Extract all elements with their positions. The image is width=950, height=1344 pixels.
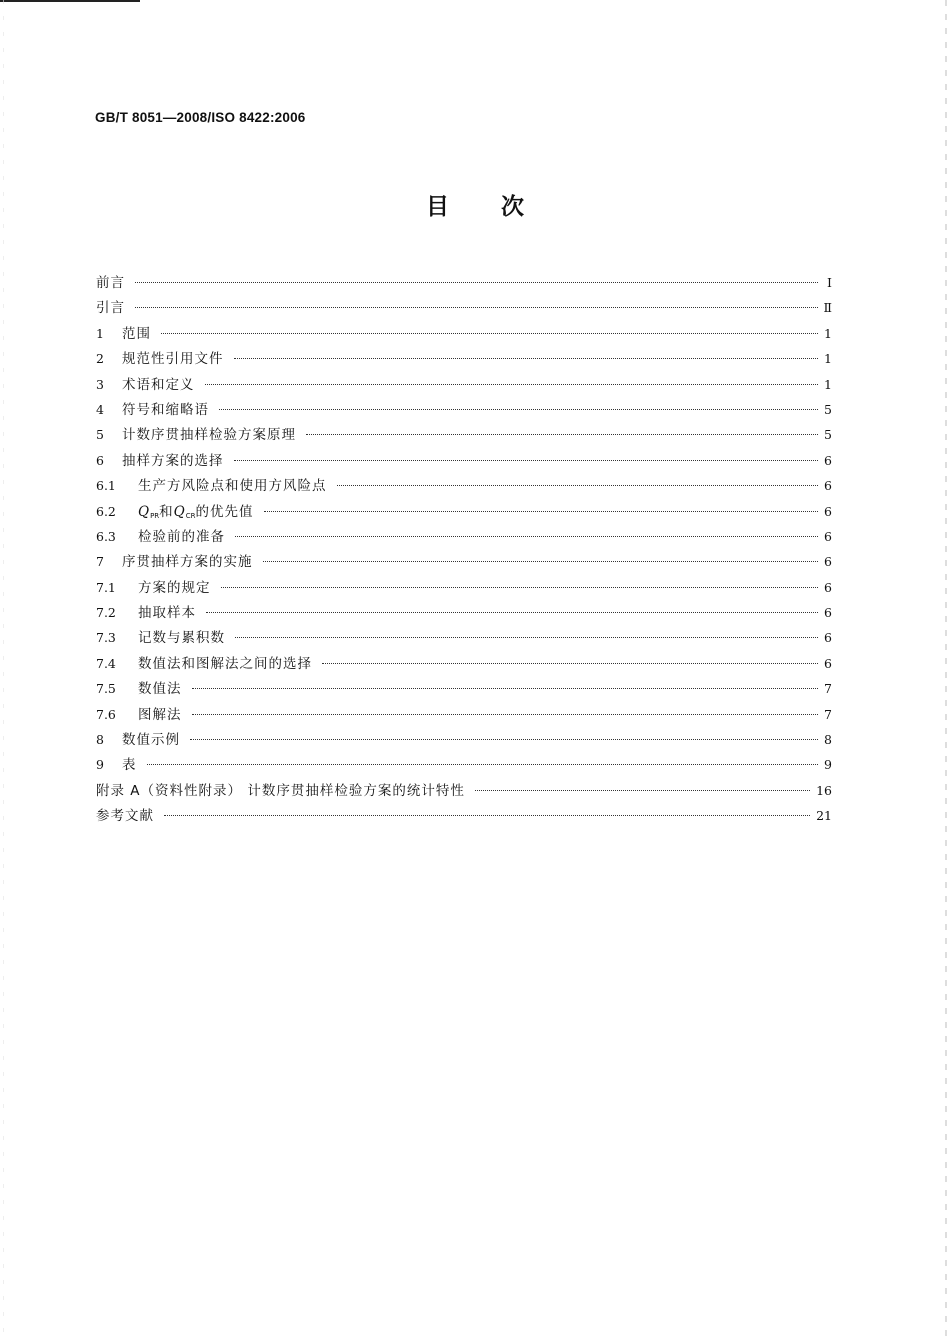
toc-number: 7.1 <box>96 579 116 595</box>
title-char-2: 次 <box>501 194 524 220</box>
toc-number: 6.3 <box>96 528 116 544</box>
toc-number: 6.1 <box>96 478 116 494</box>
toc-entry-6-3[interactable] <box>96 524 832 549</box>
toc-number: 1 <box>96 325 104 341</box>
toc-entry-5[interactable] <box>96 422 832 447</box>
toc-leader-dots <box>234 358 819 359</box>
toc-page-number: 5 <box>824 401 832 417</box>
toc-title: 抽取样本 <box>138 605 196 622</box>
toc-page-number: 1 <box>824 376 832 392</box>
toc-leader-dots <box>235 637 818 638</box>
toc-entry-annex-a[interactable] <box>96 778 832 803</box>
toc-entry-7-3[interactable] <box>96 625 832 650</box>
toc-page-number: 6 <box>824 579 832 595</box>
toc-leader-dots <box>205 384 819 385</box>
toc-title: 表 <box>122 757 137 774</box>
toc-title: 方案的规定 <box>138 579 211 596</box>
subscript-pr: PR <box>150 511 160 520</box>
toc-entry-2[interactable] <box>96 346 832 371</box>
toc-entry-7-1[interactable] <box>96 575 832 600</box>
toc-entry-8[interactable] <box>96 727 832 752</box>
toc-title: 附录 A（资料性附录） 计数序贯抽样检验方案的统计特性 <box>96 782 465 799</box>
title-char-1: 目 <box>426 194 449 220</box>
toc-leader-dots <box>337 485 819 486</box>
toc-entry-3[interactable] <box>96 372 832 397</box>
toc-leader-dots <box>192 688 819 689</box>
toc-leader-dots <box>206 612 818 613</box>
toc-title: 范围 <box>122 325 151 342</box>
scan-artifact-mark <box>0 0 140 2</box>
toc-page-number: 7 <box>824 681 832 697</box>
toc-page-number: 5 <box>824 427 832 443</box>
toc-entry-6-1[interactable] <box>96 473 832 498</box>
toc-number: 6 <box>96 452 104 468</box>
toc-page-number: 7 <box>824 706 832 722</box>
toc-title: 数值法和图解法之间的选择 <box>138 655 312 672</box>
toc-leader-dots <box>147 764 819 765</box>
toc-title: 图解法 <box>138 706 182 723</box>
toc-entry-7-2[interactable] <box>96 600 832 625</box>
toc-leader-dots <box>234 460 819 461</box>
toc-title: 记数与累积数 <box>138 630 225 647</box>
toc-page-number: 6 <box>824 605 832 621</box>
toc-title: 数值示例 <box>122 732 180 749</box>
title-rest: 的优先值 <box>195 503 254 520</box>
toc-number: 6.2 <box>96 503 116 519</box>
toc-number: 9 <box>96 757 104 773</box>
toc-entry-preface[interactable] <box>96 270 832 295</box>
toc-entry-introduction[interactable] <box>96 295 832 320</box>
toc-title: 符号和缩略语 <box>122 401 209 418</box>
toc-leader-dots <box>164 815 810 816</box>
toc-leader-dots <box>190 739 818 740</box>
toc-entry-9[interactable] <box>96 752 832 777</box>
toc-page-number: Ⅰ <box>827 275 832 290</box>
toc-entry-7[interactable] <box>96 549 832 574</box>
toc-leader-dots <box>135 282 818 283</box>
toc-leader-dots <box>192 714 819 715</box>
toc-leader-dots <box>135 307 818 308</box>
page-title <box>0 188 950 221</box>
toc-number: 7.2 <box>96 605 116 621</box>
toc-entry-4[interactable] <box>96 397 832 422</box>
toc-title: 术语和定义 <box>122 376 195 393</box>
toc-page-number: 6 <box>824 554 832 570</box>
toc-title: 检验前的准备 <box>138 528 225 545</box>
toc-number: 7.6 <box>96 706 116 722</box>
table-of-contents <box>96 270 832 829</box>
subscript-cr: CR <box>185 511 196 520</box>
toc-leader-dots <box>221 587 819 588</box>
toc-leader-dots <box>264 511 818 512</box>
toc-number: 3 <box>96 376 104 392</box>
toc-title: 规范性引用文件 <box>122 351 224 368</box>
toc-page-number: 16 <box>816 782 832 798</box>
toc-entry-bibliography[interactable] <box>96 803 832 828</box>
toc-page-number: 9 <box>824 757 832 773</box>
toc-page-number: 6 <box>824 478 832 494</box>
toc-leader-dots <box>306 434 818 435</box>
toc-page-number: 1 <box>824 351 832 367</box>
toc-entry-7-6[interactable] <box>96 702 832 727</box>
conjunction: 和 <box>159 503 174 520</box>
toc-title: 抽样方案的选择 <box>122 452 224 469</box>
toc-leader-dots <box>322 663 818 664</box>
toc-title: 计数序贯抽样检验方案原理 <box>122 427 296 444</box>
toc-entry-1[interactable] <box>96 321 832 346</box>
toc-page-number: 6 <box>824 503 832 519</box>
toc-title: 数值法 <box>138 681 182 698</box>
toc-title: 序贯抽样方案的实施 <box>122 554 253 571</box>
toc-title: 参考文献 <box>96 808 154 825</box>
toc-page-number: 6 <box>824 528 832 544</box>
toc-leader-dots <box>161 333 818 334</box>
toc-leader-dots <box>235 536 818 537</box>
toc-page-number: Ⅱ <box>823 300 832 316</box>
toc-page-number: 21 <box>816 808 832 824</box>
toc-leader-dots <box>475 790 810 791</box>
toc-title: 引言 <box>96 300 125 317</box>
toc-page-number: 8 <box>824 732 832 748</box>
toc-number: 7.4 <box>96 655 116 671</box>
toc-page-number: 6 <box>824 655 832 671</box>
q-symbol: Q <box>173 503 186 520</box>
standard-code: GB/T 8051—2008/ISO 8422:2006 <box>95 110 306 125</box>
toc-leader-dots <box>219 409 818 410</box>
toc-number: 4 <box>96 401 104 417</box>
toc-page-number: 6 <box>824 630 832 646</box>
toc-title: 前言 <box>96 275 125 291</box>
toc-number: 5 <box>96 427 104 443</box>
toc-page-number: 1 <box>824 325 832 341</box>
toc-entry-7-5[interactable] <box>96 676 832 701</box>
toc-leader-dots <box>263 561 819 562</box>
toc-number: 8 <box>96 732 104 748</box>
toc-entry-7-4[interactable] <box>96 651 832 676</box>
toc-number: 2 <box>96 351 104 367</box>
toc-number: 7.3 <box>96 630 116 646</box>
toc-number: 7.5 <box>96 681 116 697</box>
toc-entry-6-2[interactable] <box>96 499 832 524</box>
toc-number: 7 <box>96 554 104 570</box>
toc-entry-6[interactable] <box>96 448 832 473</box>
toc-title: 生产方风险点和使用方风险点 <box>138 478 327 495</box>
q-symbol: Q <box>138 503 151 520</box>
toc-page-number: 6 <box>824 452 832 468</box>
